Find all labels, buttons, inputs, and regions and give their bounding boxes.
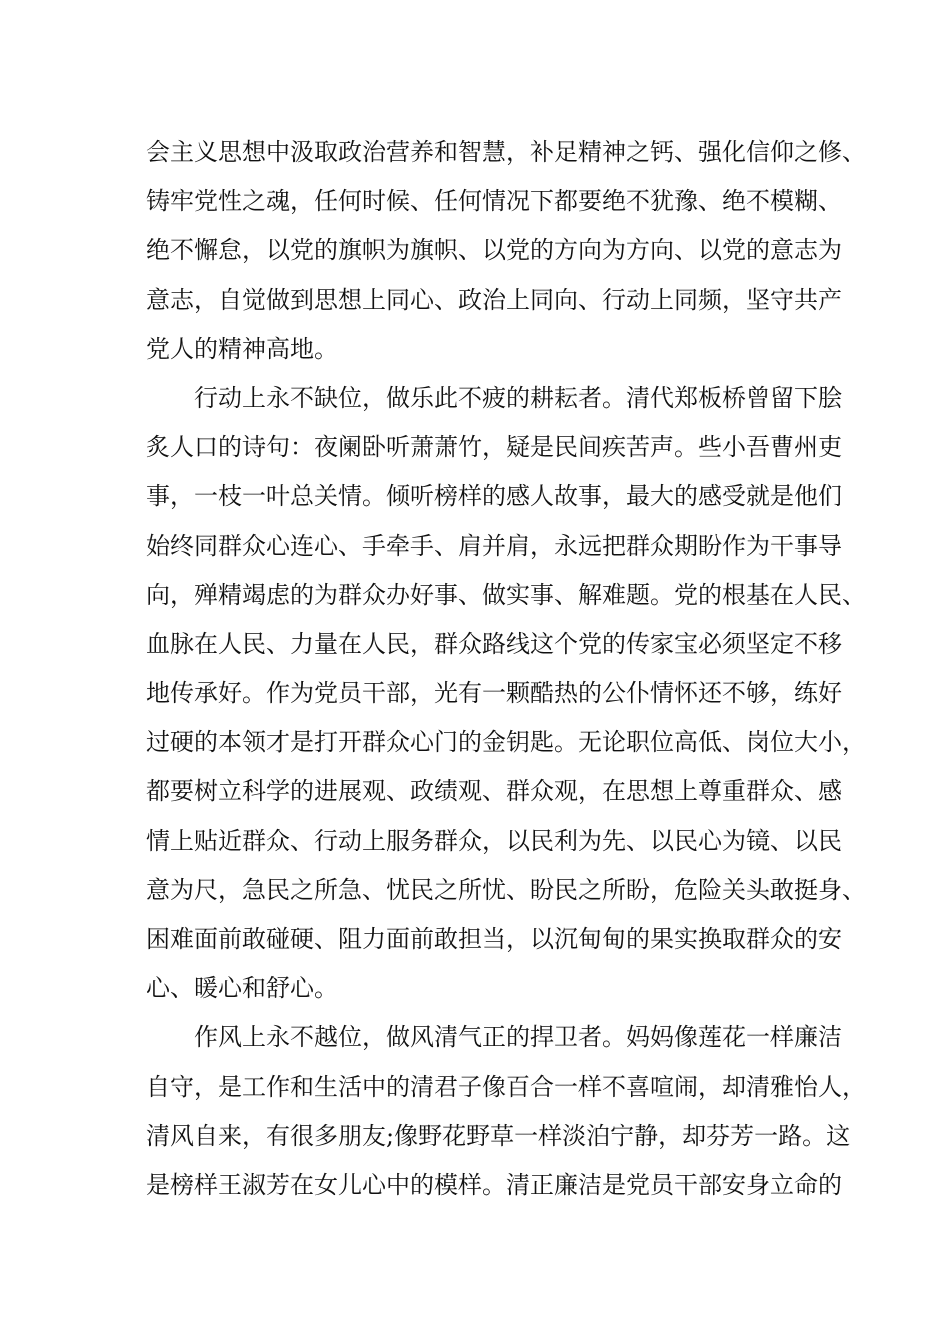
text-line: 意为尺，急民之所急、忧民之所忧、盼民之所盼，危险关头敢挺身、 xyxy=(146,875,866,904)
text-line: 心、暖心和舒心。 xyxy=(146,974,338,1003)
text-line: 事，一枝一叶总关情。倾听榜样的感人故事，最大的感受就是他们 xyxy=(146,482,842,511)
text-line: 会主义思想中汲取政治营养和智慧，补足精神之钙、强化信仰之修、 xyxy=(146,138,866,166)
text-line: 绝不懈怠，以党的旗帜为旗帜、以党的方向为方向、以党的意志为 xyxy=(146,236,842,265)
body-text xyxy=(146,128,866,1210)
text-line: 清风自来，有很多朋友;像野花野草一样淡泊宁静，却芬芳一路。这 xyxy=(146,1121,851,1150)
text-line: 困难面前敢碰硬、阻力面前敢担当，以沉甸甸的果实换取群众的安 xyxy=(146,925,842,953)
text-line: 是榜样王淑芳在女儿心中的模样。清正廉洁是党员干部安身立命的 xyxy=(146,1170,842,1199)
text-line: 意志，自觉做到思想上同心、政治上同向、行动上同频，坚守共产 xyxy=(146,285,842,314)
text-line: 都要树立科学的进展观、政绩观、群众观，在思想上尊重群众、感 xyxy=(146,777,842,806)
text-line: 始终同群众心连心、手牵手、肩并肩，永远把群众期盼作为干事导 xyxy=(146,531,842,560)
text-line: 地传承好。作为党员干部，光有一颗酷热的公仆情怀还不够，练好 xyxy=(146,679,842,708)
text-line: 党人的精神高地。 xyxy=(146,334,338,363)
text-line: 炙人口的诗句：夜阑卧听萧萧竹，疑是民间疾苦声。些小吾曹州吏 xyxy=(146,433,842,462)
paragraph-start-line: 行动上永不缺位，做乐此不疲的耕耘者。清代郑板桥曾留下脍 xyxy=(194,383,842,412)
text-line: 过硬的本领才是打开群众心门的金钥匙。无论职位高低、岗位大小， xyxy=(146,728,866,757)
text-line: 向，殚精竭虑的为群众办好事、做实事、解难题。党的根基在人民、 xyxy=(146,580,866,609)
text-line: 情上贴近群众、行动上服务群众，以民利为先、以民心为镜、以民 xyxy=(146,826,842,855)
paragraph-start-line: 作风上永不越位，做风清气正的捍卫者。妈妈像莲花一样廉洁 xyxy=(194,1023,842,1052)
text-line: 铸牢党性之魂，任何时候、任何情况下都要绝不犹豫、绝不模糊、 xyxy=(146,187,842,216)
text-line: 血脉在人民、力量在人民，群众路线这个党的传家宝必须坚定不移 xyxy=(146,629,842,658)
text-line: 自守，是工作和生活中的清君子像百合一样不喜喧闹，却清雅怡人， xyxy=(146,1072,866,1101)
